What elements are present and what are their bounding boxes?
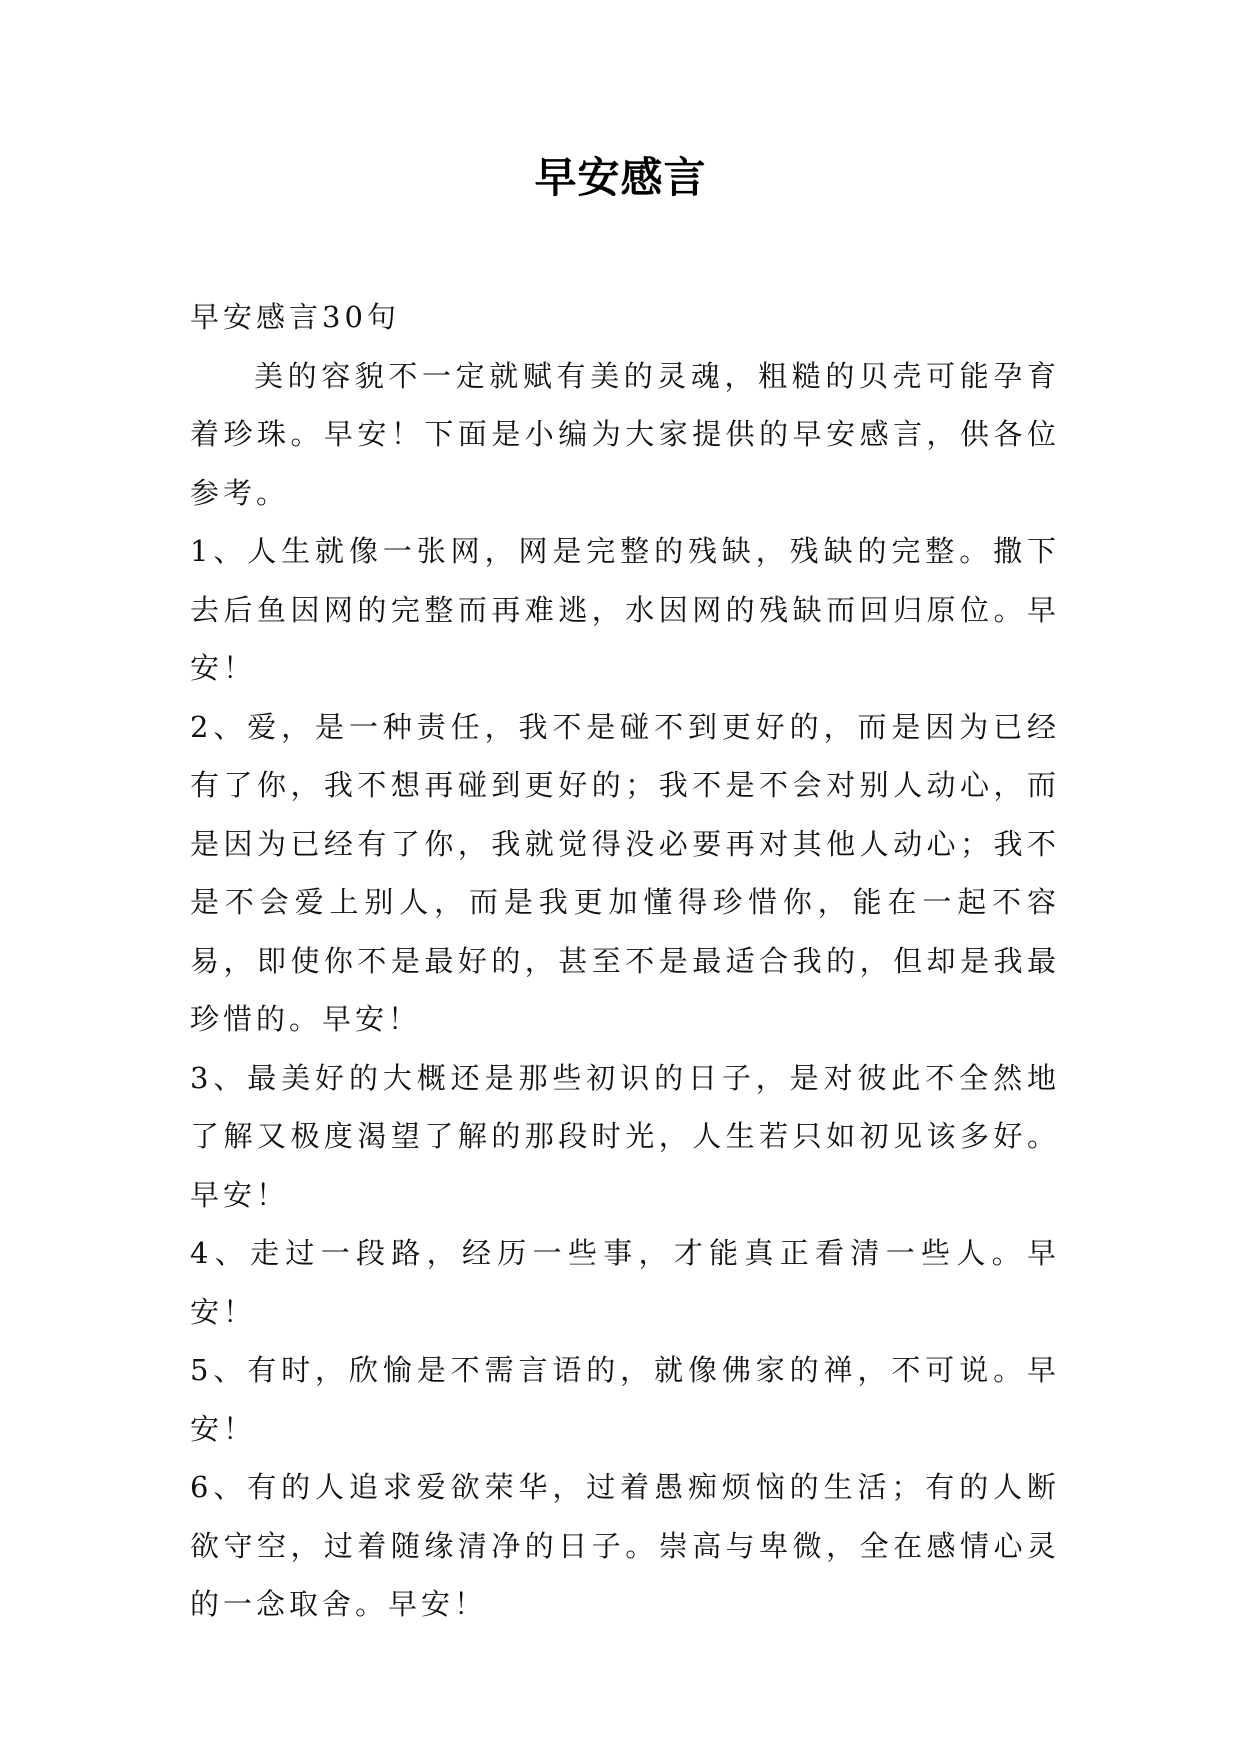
intro-paragraph: 美的容貌不一定就赋有美的灵魂，粗糙的贝壳可能孕育着珍珠。早安！下面是小编为大家提供的早安感言，供各位参考。 bbox=[190, 358, 1060, 510]
subtitle-line: 早安感言30句 bbox=[190, 300, 400, 334]
quote-item-4: 4、走过一段路，经历一些事，才能真正看清一些人。早安！ bbox=[190, 1236, 1060, 1329]
quote-item-6: 6、有的人追求爱欲荣华，过着愚痴烦恼的生活；有的人断欲守空，过着随缘清净的日子。崇高与卑微，全在感情心灵的一念取舍。早安！ bbox=[190, 1470, 1060, 1621]
quote-item-5: 5、有时，欣愉是不需言语的，就像佛家的禅，不可说。早安！ bbox=[190, 1353, 1060, 1446]
quote-item-1: 1、人生就像一张网，网是完整的残缺，残缺的完整。撒下去后鱼因网的完整而再难逃，水因网的残缺而回归原位。早安！ bbox=[190, 534, 1060, 685]
document-body bbox=[190, 288, 1060, 1634]
quote-item-3: 3、最美好的大概还是那些初识的日子，是对彼此不全然地了解又极度渴望了解的那段时光，人生若只如初见该多好。早安！ bbox=[190, 1060, 1060, 1212]
quote-item-2: 2、爱，是一种责任，我不是碰不到更好的，而是因为已经有了你，我不想再碰到更好的；我不是不会对别人动心，而是因为已经有了你，我就觉得没必要再对其他人动心；我不是不会爱上别人，而是我更加懂得珍惜你，能在一起不容易，即使你不是最好的，甚至不是最适合我的，但却是我最珍惜的。早安！ bbox=[190, 709, 1060, 1036]
document-title: 早安感言 bbox=[534, 153, 707, 202]
